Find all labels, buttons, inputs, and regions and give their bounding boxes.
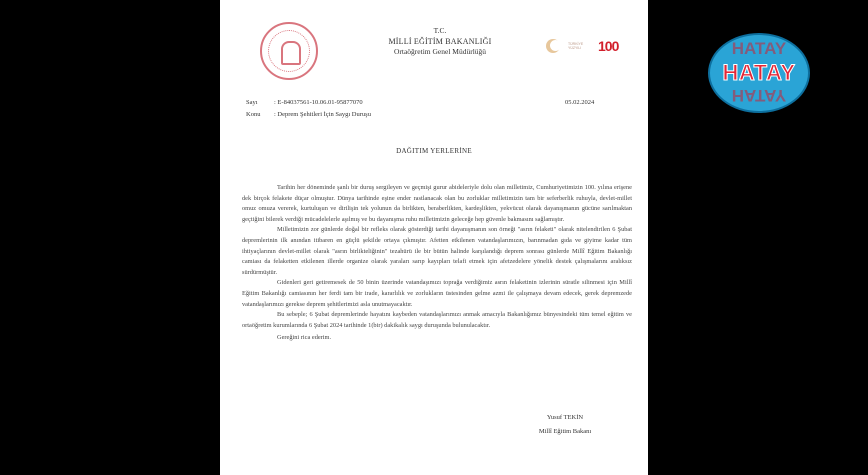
turkiye-yuzyili-text: TÜRKİYE YÜZYILI bbox=[568, 42, 584, 50]
hatay-channel-logo bbox=[708, 33, 810, 113]
turkiye-yuzyili-logo-icon bbox=[546, 39, 560, 53]
signatory-name: Yusuf TEKİN bbox=[546, 414, 584, 421]
document-page bbox=[220, 0, 648, 475]
ministry-seal-icon bbox=[260, 22, 318, 80]
document-date: 05.02.2024 bbox=[565, 99, 595, 106]
sayi-value: : E-84037561-10.06.01-95877070 bbox=[274, 99, 363, 106]
logo-ghost-text: HATAY bbox=[731, 39, 787, 58]
header-directorate: Ortaöğretim Genel Müdürlüğü bbox=[393, 47, 487, 56]
request-line: Gereğini rica ederim. bbox=[277, 334, 332, 342]
paragraph: Milletimizin zor günlerde doğal bir refleks olarak gösterdiği tarihi dayanışmanın son örneği "asrın felaketi" olarak nitelendirilen 6 Şubat depremlerinin ilk anından itibaren en güçlü şekilde ortaya çıkmıştır. Afetten etkilenen vatandaşlarımızın, barınmadan gıda ve giyime kadar tüm ihtiyaçlarının devlet-millet olarak "asrın birlikteliğinin" tezahürü ile bir bütün halinde karşılandığı deprem sonrası günlerde Millî Eğitim Bakanlığı camiası da felaketten etkilenen illerde organize olarak yaraları sarıp kayıpları telafi etmek için afetzedelere yönelik destek çalışmalarını aralıksız sürdürmüştür. bbox=[242, 226, 632, 276]
document-title: DAĞITIM YERLERİNE bbox=[396, 147, 472, 155]
document-body bbox=[242, 183, 632, 344]
paragraph: Bu sebeple; 6 Şubat depremlerinde hayatını kaybeden vatandaşlarımızı anmak amacıyla Bakanlığımız bünyesindeki tüm temel eğitim ve ortaöğretim kurumlarında 6 Şubat 2024 tarihinde 1(bir) dakikalık saygı duruşunda bulunulacaktır. bbox=[242, 311, 632, 329]
logo-main-text: HATAY bbox=[722, 60, 796, 85]
centenary-logo: 100 bbox=[598, 38, 619, 54]
document-meta bbox=[246, 97, 371, 121]
signatory-title: Millî Eğitim Bakanı bbox=[538, 428, 592, 435]
letterhead bbox=[340, 26, 540, 58]
header-ministry: MİLLİ EĞİTİM BAKANLIĞI bbox=[388, 36, 492, 46]
header-logos bbox=[546, 38, 618, 54]
header-tc: T.C. bbox=[433, 26, 447, 35]
paragraph: Tarihin her döneminde şanlı bir duruş sergileyen ve geçmişi gurur abideleriyle dolu olan milletimiz, Cumhuriyetimizin 100. yılına erişene dek birçok felakete düçar olmuştur. Dünya tarihinde eşine ender rastlanacak olan bu zorluklar milletimizin tam bir seferberlik ruhuyla, devlet-millet omuz omuza vererek, kurtuluşun ve dirilişin tek yolunun da birlikten, beraberlikten, kardeşlikten, yekvücut olarak dayanışmanın gücüne sarılmaktan geçtiğini bilerek verdiği mücadelelerle aşılmış ve bu dayanışma ruhu milletimizin geleceğe hep güvenle bakmasını sağlamıştır. bbox=[242, 184, 632, 223]
konu-value: : Deprem Şehitleri İçin Saygı Duruşu bbox=[274, 111, 371, 118]
paragraph: Gidenleri geri getiremesek de 50 binin üzerinde vatandaşımızı toprağa verdiğimiz asrın felaketinin izlerinin süratle silinmesi için Millî Eğitim Bakanlığı camiasının her ferdi tam bir irade, kararlılık ve zorlukların üstesinden gelme azmi ile çalışmaya devam edecek, gerek depremzede vatandaşlarımızı gerekse deprem şehitlerimizi asla unutmayacaktır. bbox=[242, 279, 632, 308]
logo-reflection-text: HATAY bbox=[731, 86, 787, 105]
konu-label: Konu bbox=[246, 111, 261, 118]
signature-block bbox=[520, 411, 610, 439]
sayi-label: Sayı bbox=[246, 99, 258, 106]
